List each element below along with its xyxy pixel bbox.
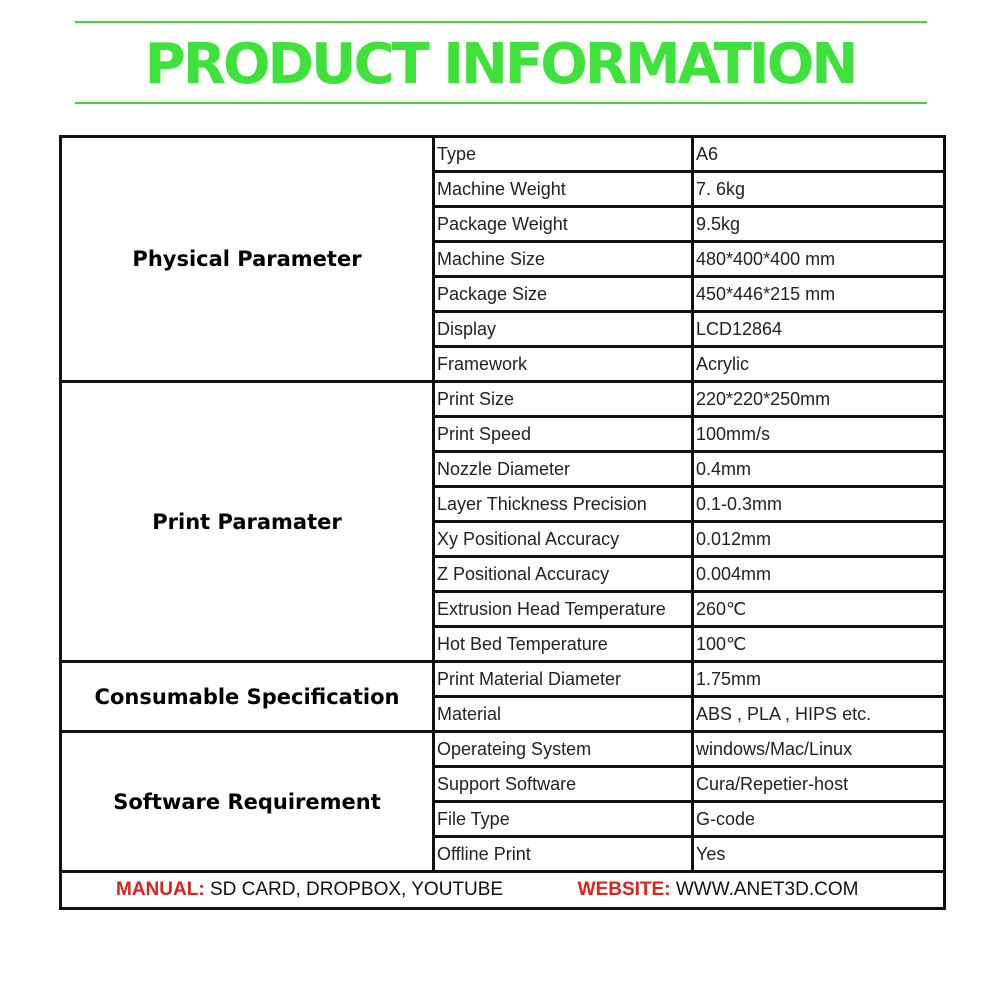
spec-label: Offline Print <box>434 837 693 872</box>
spec-row <box>61 662 945 697</box>
title-rule-bottom <box>75 102 927 104</box>
spec-label: Material <box>434 697 693 732</box>
category-label: Print Paramater <box>61 382 434 662</box>
website-value: WWW.ANET3D.COM <box>675 879 859 900</box>
spec-value: 9.5kg <box>693 207 945 242</box>
category-label: Physical Parameter <box>61 137 434 382</box>
spec-label: Nozzle Diameter <box>434 452 693 487</box>
page-title: PRODUCT INFORMATION <box>144 32 856 97</box>
spec-label: Hot Bed Temperature <box>434 627 693 662</box>
spec-label: Framework <box>434 347 693 382</box>
spec-value: ABS , PLA , HIPS etc. <box>693 697 945 732</box>
category-label: Consumable Specification <box>61 662 434 732</box>
spec-label: Support Software <box>434 767 693 802</box>
manual-label: MANUAL: <box>116 879 205 900</box>
spec-label: Xy Positional Accuracy <box>434 522 693 557</box>
spec-label: Operateing System <box>434 732 693 767</box>
spec-value: 260℃ <box>693 592 945 627</box>
spec-label: Machine Weight <box>434 172 693 207</box>
spec-value: 100℃ <box>693 627 945 662</box>
spec-label: Print Speed <box>434 417 693 452</box>
spec-value: 0.012mm <box>693 522 945 557</box>
manual-value: SD CARD, DROPBOX, YOUTUBE <box>209 879 504 900</box>
spec-label: Print Size <box>434 382 693 417</box>
spec-label: Type <box>434 137 693 172</box>
website-label: WEBSITE: <box>577 879 671 900</box>
spec-label: Print Material Diameter <box>434 662 693 697</box>
spec-value: Yes <box>693 837 945 872</box>
spec-table <box>59 135 946 910</box>
spec-value: LCD12864 <box>693 312 945 347</box>
footer-row <box>61 872 945 909</box>
spec-label: Extrusion Head Temperature <box>434 592 693 627</box>
spec-label: Package Weight <box>434 207 693 242</box>
spec-label: Z Positional Accuracy <box>434 557 693 592</box>
spec-value: 7. 6kg <box>693 172 945 207</box>
spec-value: A6 <box>693 137 945 172</box>
spec-value: Cura/Repetier-host <box>693 767 945 802</box>
footer-cell <box>61 872 945 909</box>
spec-row <box>61 137 945 172</box>
title-rule-top <box>75 21 927 23</box>
spec-label: Machine Size <box>434 242 693 277</box>
spec-row <box>61 382 945 417</box>
spec-value: 220*220*250mm <box>693 382 945 417</box>
spec-label: Display <box>434 312 693 347</box>
spec-value: 0.004mm <box>693 557 945 592</box>
spec-value: Acrylic <box>693 347 945 382</box>
spec-value: 100mm/s <box>693 417 945 452</box>
spec-value: 450*446*215 mm <box>693 277 945 312</box>
spec-value: 0.1-0.3mm <box>693 487 945 522</box>
spec-label: File Type <box>434 802 693 837</box>
spec-value: G-code <box>693 802 945 837</box>
category-label: Software Requirement <box>61 732 434 872</box>
spec-value: 480*400*400 mm <box>693 242 945 277</box>
spec-value: windows/Mac/Linux <box>693 732 945 767</box>
spec-value: 0.4mm <box>693 452 945 487</box>
spec-label: Package Size <box>434 277 693 312</box>
spec-row <box>61 732 945 767</box>
spec-table-body <box>61 137 945 872</box>
spec-value: 1.75mm <box>693 662 945 697</box>
spec-label: Layer Thickness Precision <box>434 487 693 522</box>
